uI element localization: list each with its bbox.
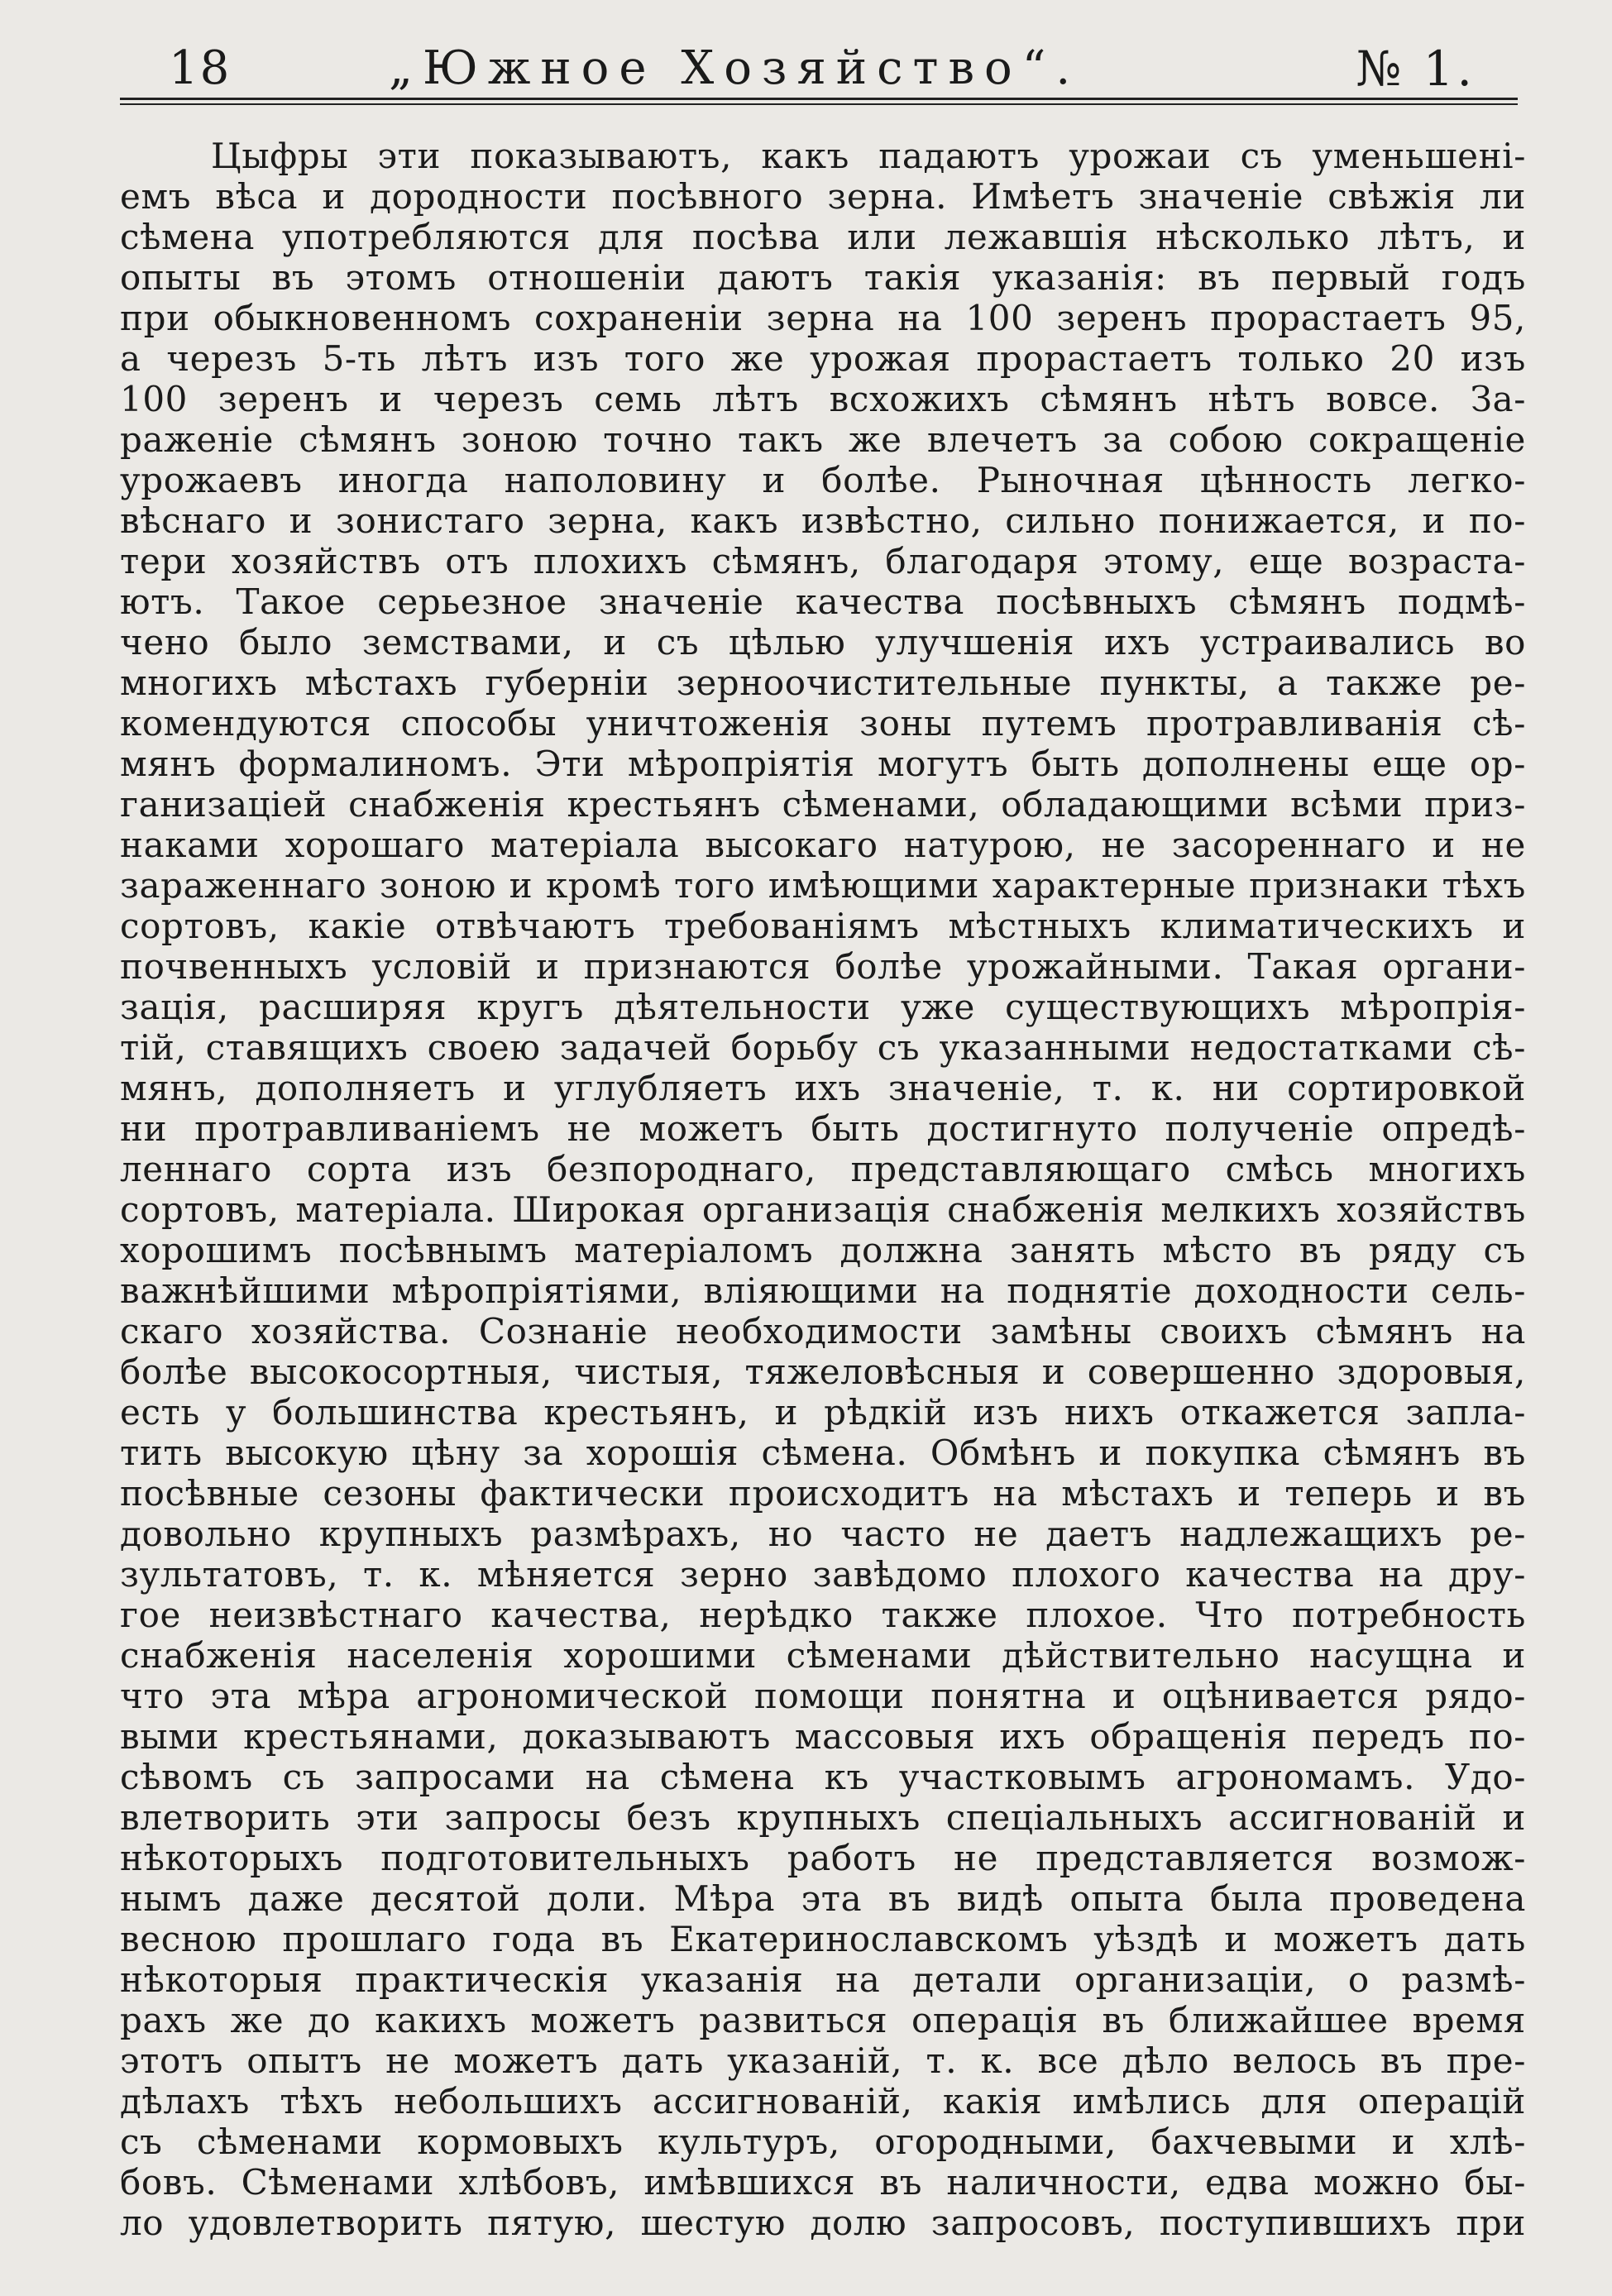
text-line: ютъ. Такое серьезное значеніе качества посѣвныхъ сѣмянъ подмѣ-: [120, 581, 1526, 622]
text-line: нѣкоторыя практическія указанія на детали организаціи, о размѣ-: [120, 1959, 1526, 2000]
text-line: ло удовлетворить пятую, шестую долю запросовъ, поступившихъ при: [120, 2203, 1526, 2243]
text-line: леннаго сорта изъ безпороднаго, представляющаго смѣсь многихъ: [120, 1149, 1526, 1189]
text-line: Цыфры эти показываютъ, какъ падаютъ урожаи съ уменьшені-: [211, 136, 1526, 176]
text-line: чено было земствами, и съ цѣлью улучшенія ихъ устраивались во: [120, 622, 1526, 662]
text-line: ни протравливаніемъ не можетъ быть достигнуто полученіе опредѣ-: [120, 1108, 1526, 1149]
text-line: что эта мѣра агрономической помощи понятна и оцѣнивается рядо-: [120, 1676, 1526, 1716]
text-line: довольно крупныхъ размѣрахъ, но часто не даетъ надлежащихъ ре-: [120, 1514, 1526, 1554]
text-line: нымъ даже десятой доли. Мѣра эта въ видѣ опыта была проведена: [120, 1878, 1526, 1919]
text-line: вѣснаго и зонистаго зерна, какъ извѣстно, сильно понижается, и по-: [120, 500, 1526, 541]
text-line: дѣлахъ тѣхъ небольшихъ ассигнованій, какія имѣлись для операцій: [120, 2081, 1526, 2121]
text-line: тить высокую цѣну за хорошія сѣмена. Обмѣнъ и покупка сѣмянъ въ: [120, 1433, 1526, 1473]
text-line: скаго хозяйства. Сознаніе необходимости замѣны своихъ сѣмянъ на: [120, 1311, 1526, 1351]
text-line: сортовъ, матеріала. Широкая организація снабженія мелкихъ хозяйствъ: [120, 1189, 1526, 1230]
journal-title: „Южное Хозяйство“.: [389, 41, 1081, 95]
text-line: бовъ. Сѣменами хлѣбовъ, имѣвшихся въ наличности, едва можно бы-: [120, 2162, 1526, 2203]
header-rule: [120, 98, 1518, 100]
text-line: тери хозяйствъ отъ плохихъ сѣмянъ, благодаря этому, еще возраста-: [120, 541, 1526, 581]
text-line: нѣкоторыхъ подготовительныхъ работъ не представляется возмож-: [120, 1838, 1526, 1878]
text-line: сѣмена употребляются для посѣва или лежавшія нѣсколько лѣтъ, и: [120, 217, 1526, 257]
text-line: комендуются способы уничтоженія зоны путемъ протравливанія сѣ-: [120, 703, 1526, 744]
header-rule-thin: [120, 103, 1518, 105]
text-line: посѣвные сезоны фактически происходитъ на мѣстахъ и теперь и въ: [120, 1473, 1526, 1514]
text-line: 100 зеренъ и черезъ семь лѣтъ всхожихъ сѣмянъ нѣтъ вовсе. За-: [120, 379, 1526, 419]
text-line: урожаевъ иногда наполовину и болѣе. Рыночная цѣнность легко-: [120, 460, 1526, 500]
text-line: почвенныхъ условій и признаются болѣе урожайными. Такая органи-: [120, 946, 1526, 987]
issue-number: № 1.: [1356, 41, 1476, 97]
page-number: 18: [169, 41, 232, 95]
text-line: зараженнаго зоною и кромѣ того имѣющими характерные признаки тѣхъ: [120, 865, 1526, 906]
article-body: [120, 136, 1526, 2243]
text-line: гое неизвѣстнаго качества, нерѣдко также плохое. Что потребность: [120, 1595, 1526, 1635]
text-line: а черезъ 5-ть лѣтъ изъ того же урожая прорастаетъ только 20 изъ: [120, 338, 1526, 379]
text-line: этотъ опытъ не можетъ дать указаній, т. к. все дѣло велось въ пре-: [120, 2040, 1526, 2081]
text-line: снабженія населенія хорошими сѣменами дѣйствительно насущна и: [120, 1635, 1526, 1676]
text-line: мянъ формалиномъ. Эти мѣропріятія могутъ быть дополнены еще ор-: [120, 744, 1526, 784]
text-line: многихъ мѣстахъ губерніи зерноочистительные пункты, а также ре-: [120, 662, 1526, 703]
text-line: выми крестьянами, доказываютъ массовыя ихъ обращенія передъ по-: [120, 1716, 1526, 1757]
page-header: [116, 40, 1522, 98]
text-line: емъ вѣса и дородности посѣвного зерна. Имѣетъ значеніе свѣжія ли: [120, 176, 1526, 217]
text-line: сѣвомъ съ запросами на сѣмена къ участковымъ агрономамъ. Удо-: [120, 1757, 1526, 1797]
text-line: зультатовъ, т. к. мѣняется зерно завѣдомо плохого качества на дру-: [120, 1554, 1526, 1595]
text-line: зація, расширяя кругъ дѣятельности уже существующихъ мѣропрія-: [120, 987, 1526, 1027]
text-line: влетворить эти запросы безъ крупныхъ спеціальныхъ ассигнованій и: [120, 1797, 1526, 1838]
text-line: сортовъ, какіе отвѣчаютъ требованіямъ мѣстныхъ климатическихъ и: [120, 906, 1526, 946]
text-line: раженіе сѣмянъ зоною точно такъ же влечетъ за собою сокращеніе: [120, 419, 1526, 460]
text-line: болѣе высокосортныя, чистыя, тяжеловѣсныя и совершенно здоровыя,: [120, 1351, 1526, 1392]
text-line: опыты въ этомъ отношеніи даютъ такія указанія: въ первый годъ: [120, 257, 1526, 298]
text-line: рахъ же до какихъ можетъ развиться операція въ ближайшее время: [120, 2000, 1526, 2040]
text-line: съ сѣменами кормовыхъ культуръ, огородными, бахчевыми и хлѣ-: [120, 2121, 1526, 2162]
text-line: есть у большинства крестьянъ, и рѣдкій изъ нихъ откажется запла-: [120, 1392, 1526, 1433]
text-line: ганизаціей снабженія крестьянъ сѣменами, обладающими всѣми приз-: [120, 784, 1526, 825]
text-line: хорошимъ посѣвнымъ матеріаломъ должна занять мѣсто въ ряду съ: [120, 1230, 1526, 1270]
text-line: тій, ставящихъ своею задачей борьбу съ указанными недостатками сѣ-: [120, 1027, 1526, 1068]
text-line: весною прошлаго года въ Екатеринославскомъ уѣздѣ и можетъ дать: [120, 1919, 1526, 1959]
text-line: при обыкновенномъ сохраненіи зерна на 100 зеренъ прорастаетъ 95,: [120, 298, 1526, 338]
text-line: важнѣйшими мѣропріятіями, вліяющими на поднятіе доходности сель-: [120, 1270, 1526, 1311]
text-line: наками хорошаго матеріала высокаго натурою, не засореннаго и не: [120, 825, 1526, 865]
text-line: мянъ, дополняетъ и углубляетъ ихъ значеніе, т. к. ни сортировкой: [120, 1068, 1526, 1108]
